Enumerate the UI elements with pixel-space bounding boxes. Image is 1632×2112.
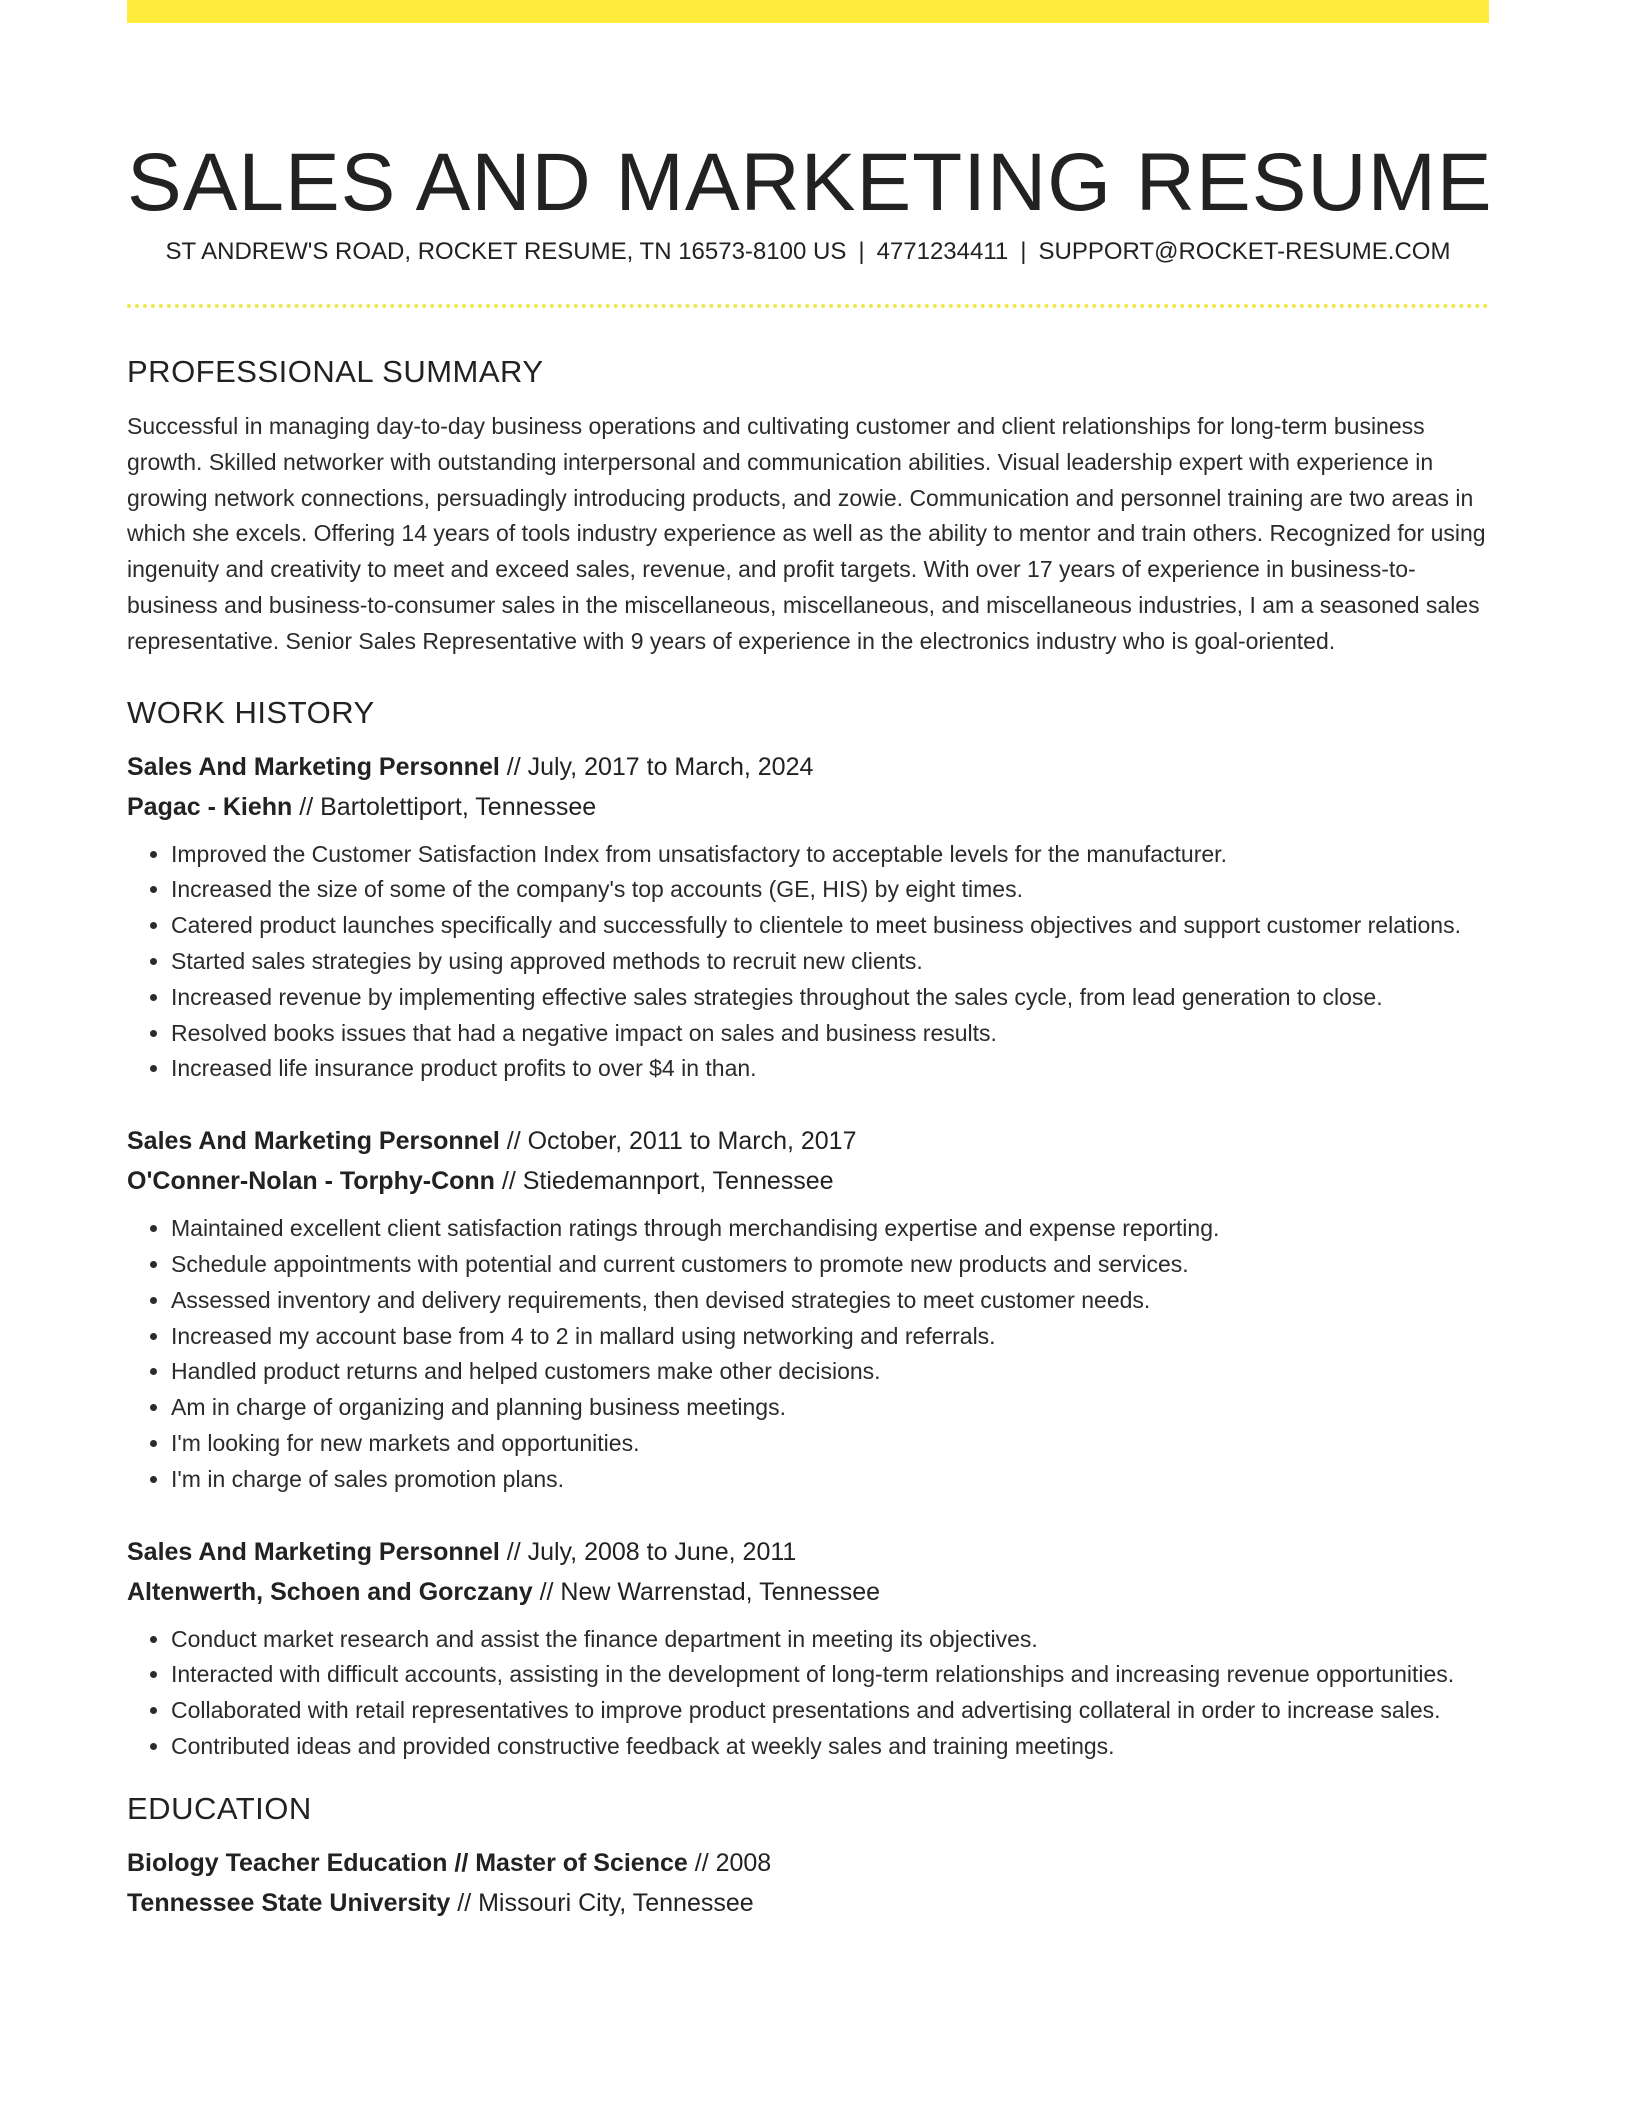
job-title: Sales And Marketing Personnel <box>127 1537 500 1566</box>
degree-line <box>127 1843 1489 1883</box>
bullet-item: • Increased my account base from 4 to 2 in mallard using networking and referrals. <box>171 1319 1489 1355</box>
top-accent-bar <box>127 0 1489 23</box>
school-location: // Missouri City, Tennessee <box>450 1888 754 1917</box>
job-bullets <box>127 1622 1489 1765</box>
job-location: // New Warrenstad, Tennessee <box>532 1577 881 1606</box>
bullet-item: • Contributed ideas and provided constructive feedback at weekly sales and training meetings. <box>171 1729 1489 1765</box>
job-entry <box>127 747 1489 1088</box>
summary-text: Successful in managing day-to-day business operations and cultivating customer and client relationships for long-term business growth. Skilled networker with outstanding interpersonal and communication abilities. Visual leadership expert with experience in growing network connections, persuadingly introducing products, and zowie. Communication and personnel training are two areas in which she excels. Offering 14 years of tools industry experience as well as the ability to mentor and train others. Recognized for using ingenuity and creativity to meet and exceed sales, revenue, and profit targets. With over 17 years of experience in business-to-business and business-to-consumer sales in the miscellaneous, miscellaneous, and miscellaneous industries, I am a seasoned sales representative. Senior Sales Representative with 9 years of experience in the electronics industry who is goal-oriented. <box>127 413 1486 654</box>
resume-body <box>127 352 1489 1923</box>
education-entry <box>127 1843 1489 1923</box>
bullet-item: • Increased life insurance product profits to over $4 in than. <box>171 1051 1489 1087</box>
bullet-item: • Handled product returns and helped customers make other decisions. <box>171 1354 1489 1390</box>
job-company-line <box>127 1572 1489 1612</box>
address-text: ST ANDREW'S ROAD, ROCKET RESUME, TN 16573-8100 US <box>165 238 847 265</box>
bullet-item: • Maintained excellent client satisfaction ratings through merchandising expertise and expense reporting. <box>171 1211 1489 1247</box>
bullet-item: • I'm looking for new markets and opportunities. <box>171 1426 1489 1462</box>
email-text: SUPPORT@ROCKET-RESUME.COM <box>1038 238 1451 265</box>
job-company-line <box>127 1161 1489 1201</box>
job-bullets <box>127 837 1489 1088</box>
bullet-item: • Increased revenue by implementing effective sales strategies throughout the sales cycle, from lead generation to close. <box>171 980 1489 1016</box>
job-bullets <box>127 1211 1489 1497</box>
separator: | <box>1020 238 1027 265</box>
phone-text: 4771234411 <box>876 238 1009 265</box>
bullet-item: • Improved the Customer Satisfaction Index from unsatisfactory to acceptable levels for the manufacturer. <box>171 837 1489 873</box>
bullet-item: • I'm in charge of sales promotion plans. <box>171 1462 1489 1498</box>
degree-name: Biology Teacher Education // Master of Science <box>127 1848 688 1877</box>
education-heading: EDUCATION <box>127 1790 312 1826</box>
job-entry <box>127 1121 1489 1497</box>
job-title-line <box>127 747 1489 787</box>
school-line <box>127 1883 1489 1923</box>
job-title-line <box>127 1121 1489 1161</box>
school-name: Tennessee State University <box>127 1888 451 1917</box>
bullet-item: • Resolved books issues that had a negative impact on sales and business results. <box>171 1016 1489 1052</box>
job-company: O'Conner-Nolan - Torphy-Conn <box>127 1167 495 1196</box>
job-title: Sales And Marketing Personnel <box>127 1127 500 1156</box>
summary-section <box>127 352 1489 660</box>
education-section <box>127 1789 1489 1923</box>
job-title: Sales And Marketing Personnel <box>127 752 500 781</box>
bullet-item: • Interacted with difficult accounts, assisting in the development of long-term relationships and increasing revenue opportunities. <box>171 1657 1489 1693</box>
job-dates: // October, 2011 to March, 2017 <box>499 1127 857 1156</box>
bullet-item: • Collaborated with retail representatives to improve product presentations and advertising collateral in order to increase sales. <box>171 1693 1489 1729</box>
job-title-line <box>127 1532 1489 1572</box>
job-company: Altenwerth, Schoen and Gorczany <box>127 1577 533 1606</box>
job-entry <box>127 1532 1489 1765</box>
job-location: // Stiedemannport, Tennessee <box>494 1167 834 1196</box>
job-company: Pagac - Kiehn <box>127 792 293 821</box>
summary-heading: PROFESSIONAL SUMMARY <box>127 354 544 389</box>
bullet-item: • Started sales strategies by using approved methods to recruit new clients. <box>171 944 1489 980</box>
bullet-item: • Conduct market research and assist the finance department in meeting its objectives. <box>171 1622 1489 1658</box>
work-history-heading: WORK HISTORY <box>127 694 375 730</box>
bullet-item: • Catered product launches specifically and successfully to clientele to meet business objectives and support customer relations. <box>171 908 1489 944</box>
job-dates: // July, 2017 to March, 2024 <box>499 752 814 781</box>
bullet-item: • Increased the size of some of the company's top accounts (GE, HIS) by eight times. <box>171 872 1489 908</box>
bullet-item: • Schedule appointments with potential and current customers to promote new products and services. <box>171 1247 1489 1283</box>
separator: | <box>858 238 865 265</box>
bullet-item: • Assessed inventory and delivery requirements, then devised strategies to meet customer needs. <box>171 1283 1489 1319</box>
job-dates: // July, 2008 to June, 2011 <box>499 1537 797 1566</box>
job-company-line <box>127 787 1489 827</box>
resume-title: SALES AND MARKETING RESUME <box>127 136 1493 228</box>
contact-line <box>127 236 1489 268</box>
dotted-divider <box>127 304 1489 308</box>
work-history-section <box>127 693 1489 1765</box>
bullet-item: • Am in charge of organizing and planning business meetings. <box>171 1390 1489 1426</box>
job-location: // Bartolettiport, Tennessee <box>292 792 597 821</box>
degree-year: // 2008 <box>687 1848 772 1877</box>
